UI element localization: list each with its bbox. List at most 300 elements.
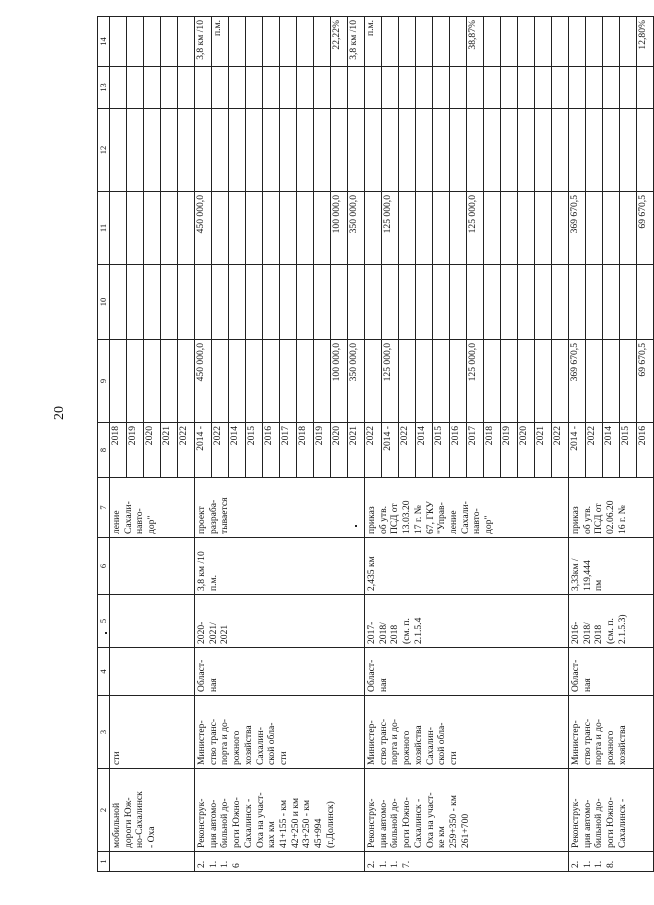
years-entry: 2019 <box>501 423 518 477</box>
c3-line: ской обла- <box>436 722 448 765</box>
c11-entry <box>450 192 467 264</box>
empty-entry <box>365 67 382 108</box>
cell-c7 <box>365 478 569 538</box>
cell-c14 <box>110 17 195 67</box>
c7-line: "Управ- <box>436 502 448 534</box>
c14-entry: 38,87% <box>467 17 484 66</box>
c7-line: об утв. <box>581 506 593 534</box>
cell-years <box>195 423 365 478</box>
cell-c2 <box>365 769 569 852</box>
c14-subtable <box>569 17 653 66</box>
c7-line: разраба- <box>207 499 219 534</box>
c3-line: порта и до- <box>389 719 401 765</box>
c7-line: 13.03.20 <box>401 500 413 534</box>
c7-line: дор" <box>146 515 158 534</box>
cell-c6 <box>365 538 569 595</box>
c14-entry <box>450 17 467 66</box>
c3-line: сти <box>277 751 289 765</box>
empty-entry <box>297 109 314 191</box>
c14-entry <box>552 17 569 66</box>
c1-line: 1. <box>219 860 231 868</box>
c9-entry <box>552 340 569 422</box>
empty-entry <box>365 109 382 191</box>
c7-line: 02.06.20 <box>605 500 617 534</box>
empty-entry <box>314 109 331 191</box>
c11-entry: 369 670,5 <box>569 192 586 264</box>
empty-entry <box>178 265 195 339</box>
cell-c11 <box>110 192 195 265</box>
empty-entry <box>467 265 484 339</box>
c3-line: сти <box>111 751 122 765</box>
c11-entry <box>484 192 501 264</box>
empty-entry <box>603 109 620 191</box>
c11-entry: 100 000,0 <box>331 192 348 264</box>
c3-line: хозяйства <box>616 725 628 765</box>
empty-entry <box>297 67 314 108</box>
empty-entry <box>161 265 178 339</box>
c14-entry: 22,22% <box>331 17 348 66</box>
column-number-row <box>98 17 110 872</box>
c5-line: (см. п. <box>605 618 617 644</box>
years-subtable <box>365 423 568 477</box>
years-entry: 2022 <box>212 423 229 477</box>
c1-line: 1. <box>581 860 593 868</box>
empty-entry <box>382 67 399 108</box>
c9-entry <box>280 340 297 422</box>
cell-c7 <box>110 478 195 538</box>
empty-entry <box>399 265 416 339</box>
c3-line: Министер- <box>366 720 377 765</box>
c1-line: 1. <box>593 860 605 868</box>
c4-line: Област- <box>570 659 581 692</box>
empty-entry <box>586 109 603 191</box>
c6-line: 119,444 <box>581 560 593 591</box>
c9-entry <box>365 340 382 422</box>
c11-entry <box>399 192 416 264</box>
c2-line: ция автомо- <box>207 799 219 848</box>
years-entry: 2017 <box>467 423 484 477</box>
c14-entry <box>484 17 501 66</box>
c1-line: 6 <box>231 863 243 868</box>
c7-line: 16 г. № <box>616 505 628 534</box>
c11-entry <box>535 192 552 264</box>
c3-line: ской обла- <box>266 722 278 765</box>
c11-entry <box>552 192 569 264</box>
years-entry: 2015 <box>433 423 450 477</box>
c7-line: тывается <box>219 497 231 534</box>
c4-line: ная <box>581 678 593 692</box>
c3-line: порта и до- <box>219 719 231 765</box>
cell-c3 <box>569 696 654 769</box>
empty-entry <box>144 67 161 108</box>
cell-empty <box>365 109 569 192</box>
c14-entry <box>620 17 637 66</box>
c2-line: роги Южно- <box>231 797 243 848</box>
c3-line: рожного <box>605 730 617 765</box>
c6-line: пм <box>593 579 605 591</box>
column-number: 1 <box>98 852 110 872</box>
empty-entry <box>110 265 127 339</box>
c11-entry: 125 000,0 <box>467 192 484 264</box>
c7-line: ПСД от <box>593 503 605 534</box>
c11-entry <box>365 192 382 264</box>
c6-line: п.м. <box>207 574 219 591</box>
empty-entry <box>637 265 654 339</box>
years-entry: 2015 <box>246 423 263 477</box>
c11-entry <box>586 192 603 264</box>
c9-entry: 125 000,0 <box>467 340 484 422</box>
years-entry: 2014 - <box>569 423 586 477</box>
cell-empty <box>195 265 365 340</box>
empty-entry <box>586 265 603 339</box>
c2-line: бильной до- <box>219 798 231 848</box>
empty-entry <box>127 265 144 339</box>
c9-entry <box>586 340 603 422</box>
c14-entry <box>535 17 552 66</box>
empty-subtable <box>110 67 194 108</box>
empty-entry <box>535 109 552 191</box>
empty-entry <box>552 109 569 191</box>
empty-entry <box>569 109 586 191</box>
c11-entry <box>144 192 161 264</box>
c2-line: Реконструк- <box>570 798 581 848</box>
empty-subtable <box>195 265 364 339</box>
c5-line: 2.1.5.4 <box>412 617 424 644</box>
empty-entry <box>416 265 433 339</box>
cell-c1 <box>195 852 365 872</box>
empty-entry <box>603 265 620 339</box>
column-number: 10 <box>98 265 110 340</box>
cell-empty <box>110 265 195 340</box>
years-entry: 2021 <box>535 423 552 477</box>
cell-c6 <box>569 538 654 595</box>
years-entry: 2022 <box>552 426 563 446</box>
c1-line: 1. <box>207 860 219 868</box>
years-entry: 2018 <box>110 423 127 477</box>
cell-empty <box>365 67 569 109</box>
c11-entry <box>246 192 263 264</box>
c9-entry: 350 000,0 <box>348 343 359 382</box>
c7-line: ПСД от <box>389 503 401 534</box>
empty-entry <box>467 67 484 108</box>
c2-line: (г.Долинск) <box>324 801 336 848</box>
c4-line: ная <box>377 678 389 692</box>
c4-line: Област- <box>196 659 207 692</box>
c3-line: ство транс- <box>377 718 389 765</box>
years-subtable <box>195 423 364 477</box>
c9-entry <box>229 340 246 422</box>
c3-line: хозяйства <box>242 725 254 765</box>
years-entry: 2022 <box>586 423 603 477</box>
empty-entry <box>552 67 569 108</box>
cell-c3 <box>195 696 365 769</box>
c3-line: порта и до- <box>593 719 605 765</box>
empty-entry <box>433 109 450 191</box>
c9-entry <box>297 340 314 422</box>
empty-entry <box>110 109 127 191</box>
page-number: 20 <box>52 406 67 420</box>
empty-entry <box>399 109 416 191</box>
c11-entry <box>280 192 297 264</box>
empty-entry <box>620 109 637 191</box>
c14-entry <box>399 17 416 66</box>
c11-entry: 450 000,0 <box>195 192 212 264</box>
empty-entry <box>518 67 535 108</box>
empty-entry <box>246 67 263 108</box>
empty-entry <box>586 67 603 108</box>
c14-entry <box>518 17 535 66</box>
c11-entry <box>263 192 280 264</box>
table-row <box>110 17 195 872</box>
years-entry: 2014 <box>416 423 433 477</box>
empty-subtable <box>110 109 194 191</box>
empty-entry <box>127 67 144 108</box>
cell-c6 <box>110 538 195 595</box>
empty-entry <box>348 67 365 108</box>
c5-line: 2021/ <box>207 622 219 644</box>
cell-empty <box>569 67 654 109</box>
c7-line: об утв. <box>377 506 389 534</box>
empty-subtable <box>195 67 364 108</box>
c9-entry <box>535 340 552 422</box>
c2-line: Сахалинск - <box>242 798 254 848</box>
c9-entry: 100 000,0 <box>331 340 348 422</box>
c14-entry <box>382 17 399 66</box>
c9-subtable <box>365 340 568 422</box>
c11-entry <box>161 192 178 264</box>
cell-years <box>365 423 569 478</box>
c2-line: 45+994 <box>313 818 325 848</box>
cell-empty <box>110 109 195 192</box>
years-entry: 2021 <box>161 423 178 477</box>
cell-empty <box>195 109 365 192</box>
c11-entry <box>501 192 518 264</box>
empty-entry <box>127 109 144 191</box>
empty-entry <box>331 67 348 108</box>
table-row <box>195 17 365 872</box>
c11-entry <box>603 192 620 264</box>
c2-line: 42+250 и км <box>289 797 301 848</box>
c7-line: Сахали- <box>459 501 471 534</box>
c9-entry <box>263 340 280 422</box>
c11-entry <box>518 192 535 264</box>
c4-line: ная <box>207 678 219 692</box>
rotated-table-wrapper <box>97 17 648 872</box>
cell-c1 <box>569 852 654 872</box>
empty-entry <box>280 67 297 108</box>
empty-entry <box>416 109 433 191</box>
c5-line: 2018 <box>389 624 401 644</box>
empty-entry <box>518 265 535 339</box>
c9-entry: 450 000,0 <box>195 340 212 422</box>
c2-line: - Оха <box>146 826 158 848</box>
empty-entry <box>365 265 382 339</box>
years-entry: 2014 - <box>195 423 212 477</box>
cell-c9 <box>195 340 365 423</box>
c11-entry <box>212 192 229 264</box>
c5-line: 2018/ <box>377 622 389 644</box>
c11-entry <box>127 192 144 264</box>
c3-line: Министер- <box>196 720 207 765</box>
c14-entry: 12,80% <box>637 20 648 50</box>
c9-entry <box>110 340 127 422</box>
empty-entry <box>535 67 552 108</box>
cell-empty <box>110 67 195 109</box>
c3-line: Министер- <box>570 720 581 765</box>
column-number: 6 <box>98 538 110 595</box>
c11-entry <box>297 192 314 264</box>
empty-entry <box>280 109 297 191</box>
c11-entry <box>314 192 331 264</box>
cell-c4 <box>195 648 365 696</box>
empty-entry <box>399 67 416 108</box>
years-entry: 2014 <box>229 423 246 477</box>
c7-line: проект <box>196 506 207 534</box>
c2-line: 41+155 - км <box>277 799 289 848</box>
cell-c1 <box>365 852 569 872</box>
c2-line: мобильной <box>111 802 122 848</box>
years-entry: 2020 <box>144 423 161 477</box>
years-entry: 2016 <box>637 426 648 446</box>
empty-entry <box>195 109 212 191</box>
empty-entry <box>450 67 467 108</box>
c9-subtable <box>110 340 194 422</box>
c14-entry <box>416 17 433 66</box>
c11-entry <box>178 192 195 264</box>
cell-empty <box>569 265 654 340</box>
empty-entry <box>501 109 518 191</box>
c14-entry: 3,8 км /10 <box>348 20 359 60</box>
empty-entry <box>501 67 518 108</box>
c14-entry <box>178 17 195 66</box>
empty-entry <box>467 109 484 191</box>
empty-entry <box>161 67 178 108</box>
empty-entry <box>348 265 365 339</box>
cell-years <box>569 423 654 478</box>
years-entry: 2018 <box>297 423 314 477</box>
c2-line: ция автомо- <box>377 799 389 848</box>
empty-entry <box>518 109 535 191</box>
years-entry: 2014 <box>603 423 620 477</box>
c1-line: 1. <box>377 860 389 868</box>
cell-c2 <box>110 769 195 852</box>
years-entry: 2019 <box>314 423 331 477</box>
empty-entry <box>484 67 501 108</box>
c9-entry <box>416 340 433 422</box>
c11-entry <box>229 192 246 264</box>
years-entry: 2020 <box>331 423 348 477</box>
c4-line: Област- <box>366 659 377 692</box>
column-number: 14 <box>98 17 110 67</box>
c9-entry <box>144 340 161 422</box>
empty-subtable <box>569 67 653 108</box>
c9-entry: 369 670,5 <box>569 340 586 422</box>
column-number: 5 <box>98 595 110 648</box>
column-number: 9 <box>98 340 110 423</box>
years-entry: 2022 <box>178 426 189 446</box>
cell-c14 <box>365 17 569 67</box>
cell-c5 <box>365 595 569 648</box>
c3-line: ство транс- <box>207 718 219 765</box>
c2-line: Оха на участ- <box>254 792 266 848</box>
years-entry: 2021 <box>348 426 359 446</box>
c7-line: ление <box>447 510 459 534</box>
empty-entry <box>178 67 195 108</box>
years-entry: 2017 <box>280 423 297 477</box>
c3-line: ство транс- <box>581 718 593 765</box>
empty-subtable <box>365 109 568 191</box>
cell-c11 <box>569 192 654 265</box>
c14-entry <box>110 17 127 66</box>
column-number: 3 <box>98 696 110 769</box>
empty-entry <box>144 109 161 191</box>
c2-line: Сахалинск - <box>412 798 424 848</box>
cell-c9 <box>569 340 654 423</box>
c5-line: 2020- <box>196 621 207 644</box>
c6-line: 3,8 км /10 <box>196 551 207 591</box>
c2-line: Реконструк- <box>196 798 207 848</box>
c9-entry <box>178 340 195 422</box>
empty-entry <box>314 67 331 108</box>
cell-c4 <box>365 648 569 696</box>
cell-c14 <box>569 17 654 67</box>
empty-entry <box>161 109 178 191</box>
years-entry: 2018 <box>484 423 501 477</box>
c14-entry <box>569 17 586 66</box>
c2-line: 43+250 - км <box>301 799 313 848</box>
c9-entry <box>399 340 416 422</box>
c7-line: 67, ГКУ <box>424 501 436 534</box>
years-entry: 2014 - <box>382 423 399 477</box>
c2-line: Сахалинск - <box>616 798 628 848</box>
empty-entry <box>535 265 552 339</box>
c14-subtable <box>365 17 568 66</box>
table-row <box>365 17 569 872</box>
empty-entry <box>297 265 314 339</box>
cell-c3 <box>110 696 195 769</box>
c2-line: роги Южно- <box>605 797 617 848</box>
c2-line: 259+350 - км <box>447 795 459 848</box>
c14-entry <box>501 17 518 66</box>
empty-entry <box>620 265 637 339</box>
c5-line: 2017- <box>366 621 377 644</box>
c3-line: Сахалин- <box>424 727 436 765</box>
c9-entry <box>161 340 178 422</box>
column-number: 8 <box>98 423 110 478</box>
empty-entry <box>110 67 127 108</box>
c7-line: ление <box>111 510 122 534</box>
c2-line: дороги Юж- <box>122 797 134 848</box>
c2-line: ция автомо- <box>581 799 593 848</box>
c3-line: Сахалин- <box>254 727 266 765</box>
c11-entry <box>433 192 450 264</box>
c9-entry: 125 000,0 <box>382 340 399 422</box>
empty-entry <box>195 67 212 108</box>
empty-entry <box>263 67 280 108</box>
c14-entry <box>603 17 620 66</box>
empty-entry <box>501 265 518 339</box>
cell-c7 <box>195 478 365 538</box>
c14-entry <box>314 17 331 66</box>
c9-entry <box>314 340 331 422</box>
c3-line: хозяйства <box>412 725 424 765</box>
c7-line: приказ <box>366 506 377 534</box>
c9-entry <box>127 340 144 422</box>
c11-subtable <box>365 192 568 264</box>
c9-entry <box>450 340 467 422</box>
empty-subtable <box>365 67 568 108</box>
cell-c6 <box>195 538 365 595</box>
